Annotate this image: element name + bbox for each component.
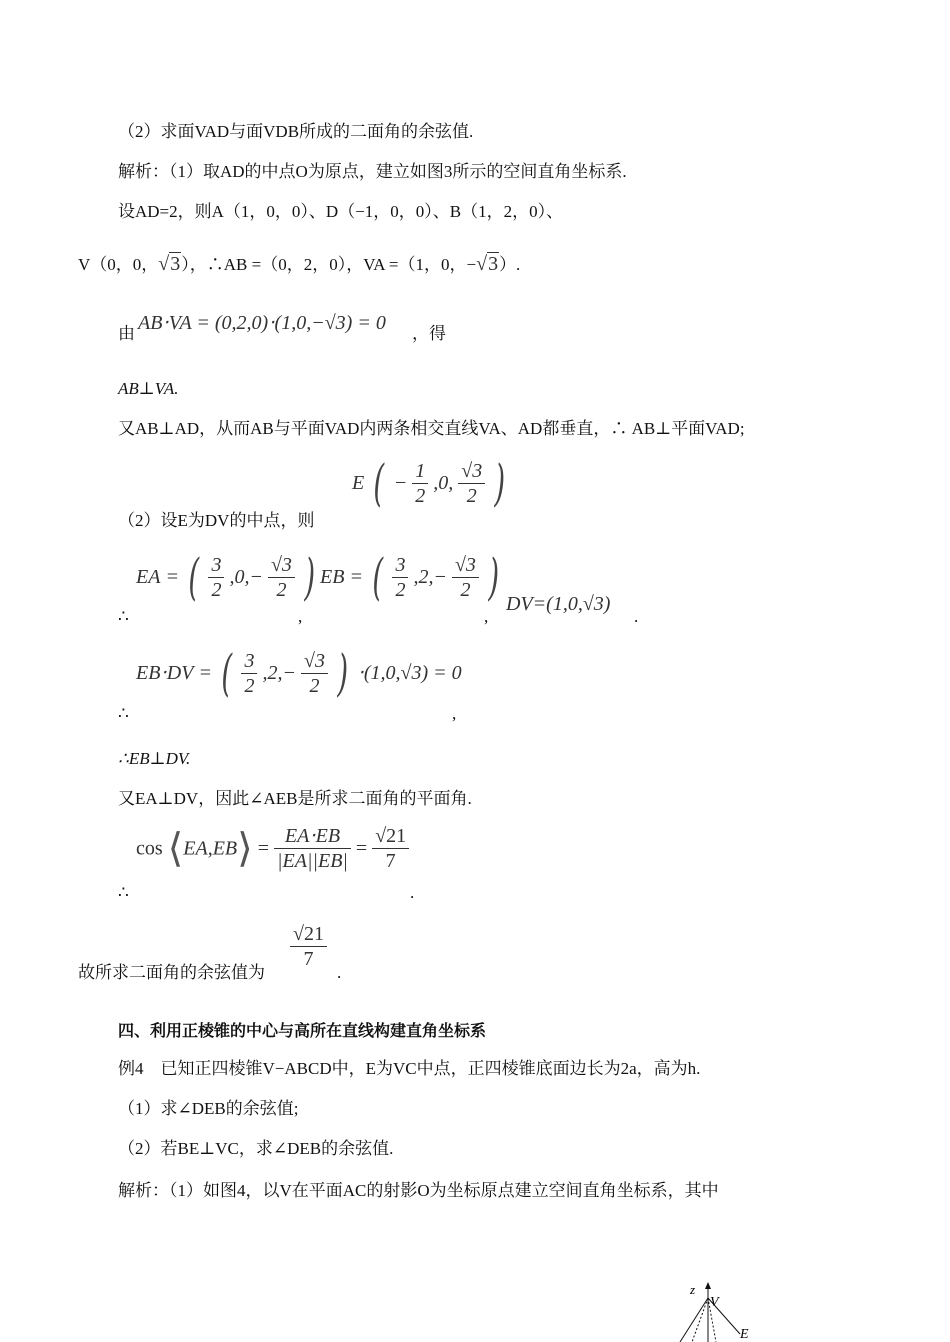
cos-formula: cos ⟨EA,EB⟩ = $\frac{EA\cdot EB}{|EA||EB|}$ = $\frac{√21}{7}$	[136, 824, 409, 894]
question-2: （2）求面VAD与面VDB所成的二面角的余弦值.	[118, 122, 474, 141]
example4-q2: （2）若BE⊥VC，求∠DEB的余弦值.	[118, 1139, 394, 1158]
v-coords-end: ）.	[499, 255, 521, 274]
set-coordinates-line: 设AD=2，则A（1，0，0）、D（−1，0，0）、B（1，2，0）、	[118, 202, 564, 221]
edge-1	[680, 1298, 708, 1342]
final-answer-text: 故所求二面角的余弦值为	[78, 963, 265, 982]
ea-vector: EA = ( $\frac{3}{2}$ ,0,− $\frac{√3}{2}$ )	[136, 548, 316, 606]
you-label: 由	[118, 324, 135, 343]
analysis-line	[118, 161, 627, 183]
z-axis-arrow	[705, 1282, 711, 1289]
example4: 例4 已知正四棱锥V−ABCD中，E为VC中点，正四棱锥底面边长为2a，高为h.	[118, 1059, 701, 1078]
ea-perp-dv-line: 又EA⊥DV，因此∠AEB是所求二面角的平面角.	[118, 789, 472, 808]
ab-perp-plane-line: 又AB⊥AD，从而AB与平面VAD内两条相交直线VA、AD都垂直，∴ AB⊥平面VAD;	[118, 419, 745, 438]
analysis-text: （1）取AD的中点O为原点，建立如图3所示的空间直角坐标系.	[169, 162, 627, 181]
dv-vector: DV=(1,0,√3)	[506, 593, 611, 615]
minus-sign: −	[393, 472, 408, 494]
example4-analysis: 解析：（1）如图4，以V在平面AC的射影O为坐标原点建立空间直角坐标系，其中	[118, 1181, 719, 1200]
therefore-2: ∴	[118, 704, 129, 723]
e-label: E	[352, 472, 365, 494]
v-label: V	[710, 1295, 719, 1310]
section4-heading: 四、利用正棱锥的中心与高所在直线构建直角坐标系	[118, 1021, 487, 1040]
analysis-label: 解析：	[118, 162, 169, 181]
eb-perp-dv: ∴EB⊥DV.	[118, 749, 191, 768]
v-coordinates-line	[78, 252, 520, 276]
frac-sqrt3-half: $\frac{√3}{2}$	[458, 459, 485, 508]
comma-1: ,	[298, 607, 303, 626]
example4-q1: （1）求∠DEB的余弦值;	[118, 1099, 299, 1118]
sqrt3-radical-2: √3	[476, 253, 499, 275]
sqrt3-radical: √3	[158, 253, 181, 275]
v-coords-middle: ），∴AB =（0，2，0），VA =（1，0，−	[181, 255, 477, 274]
e-coordinates: E ( − $\frac{1}{2}$ ,0, $\frac{√3}{2}$ )	[352, 454, 506, 512]
frac-half: $\frac{1}{2}$	[412, 459, 428, 508]
comma-2: ,	[484, 607, 489, 626]
e-label-figure: E	[740, 1327, 749, 1342]
de-label: ，得	[412, 324, 446, 343]
dot-product-ab-va: AB⋅VA = (0,2,0)⋅(1,0,−√3) = 0	[138, 312, 386, 334]
therefore-3: ∴	[118, 883, 129, 902]
period-2: .	[410, 883, 415, 902]
left-paren: (	[373, 454, 385, 512]
ab-perp-va: AB⊥VA.	[118, 379, 179, 398]
final-fraction: $\frac{√21}{7}$	[290, 922, 327, 971]
comma-3: ,	[452, 704, 457, 723]
eb-dot-dv: EB⋅DV = ( $\frac{3}{2}$ ,2,− $\frac{√3}{2}$ ) ⋅(1,0,√3) = 0	[136, 644, 462, 702]
right-paren: )	[494, 454, 506, 512]
z-label: z	[690, 1282, 696, 1297]
part2-set-line: （2）设E为DV的中点，则	[118, 511, 315, 530]
v-coords-prefix: V（0，0，	[78, 255, 159, 274]
pyramid-figure	[660, 1278, 770, 1342]
therefore-1: ∴	[118, 607, 129, 626]
period-1: .	[634, 607, 639, 626]
period-3: .	[337, 963, 342, 982]
eb-vector: EB = ( $\frac{3}{2}$ ,2,− $\frac{√3}{2}$ )	[320, 548, 500, 606]
